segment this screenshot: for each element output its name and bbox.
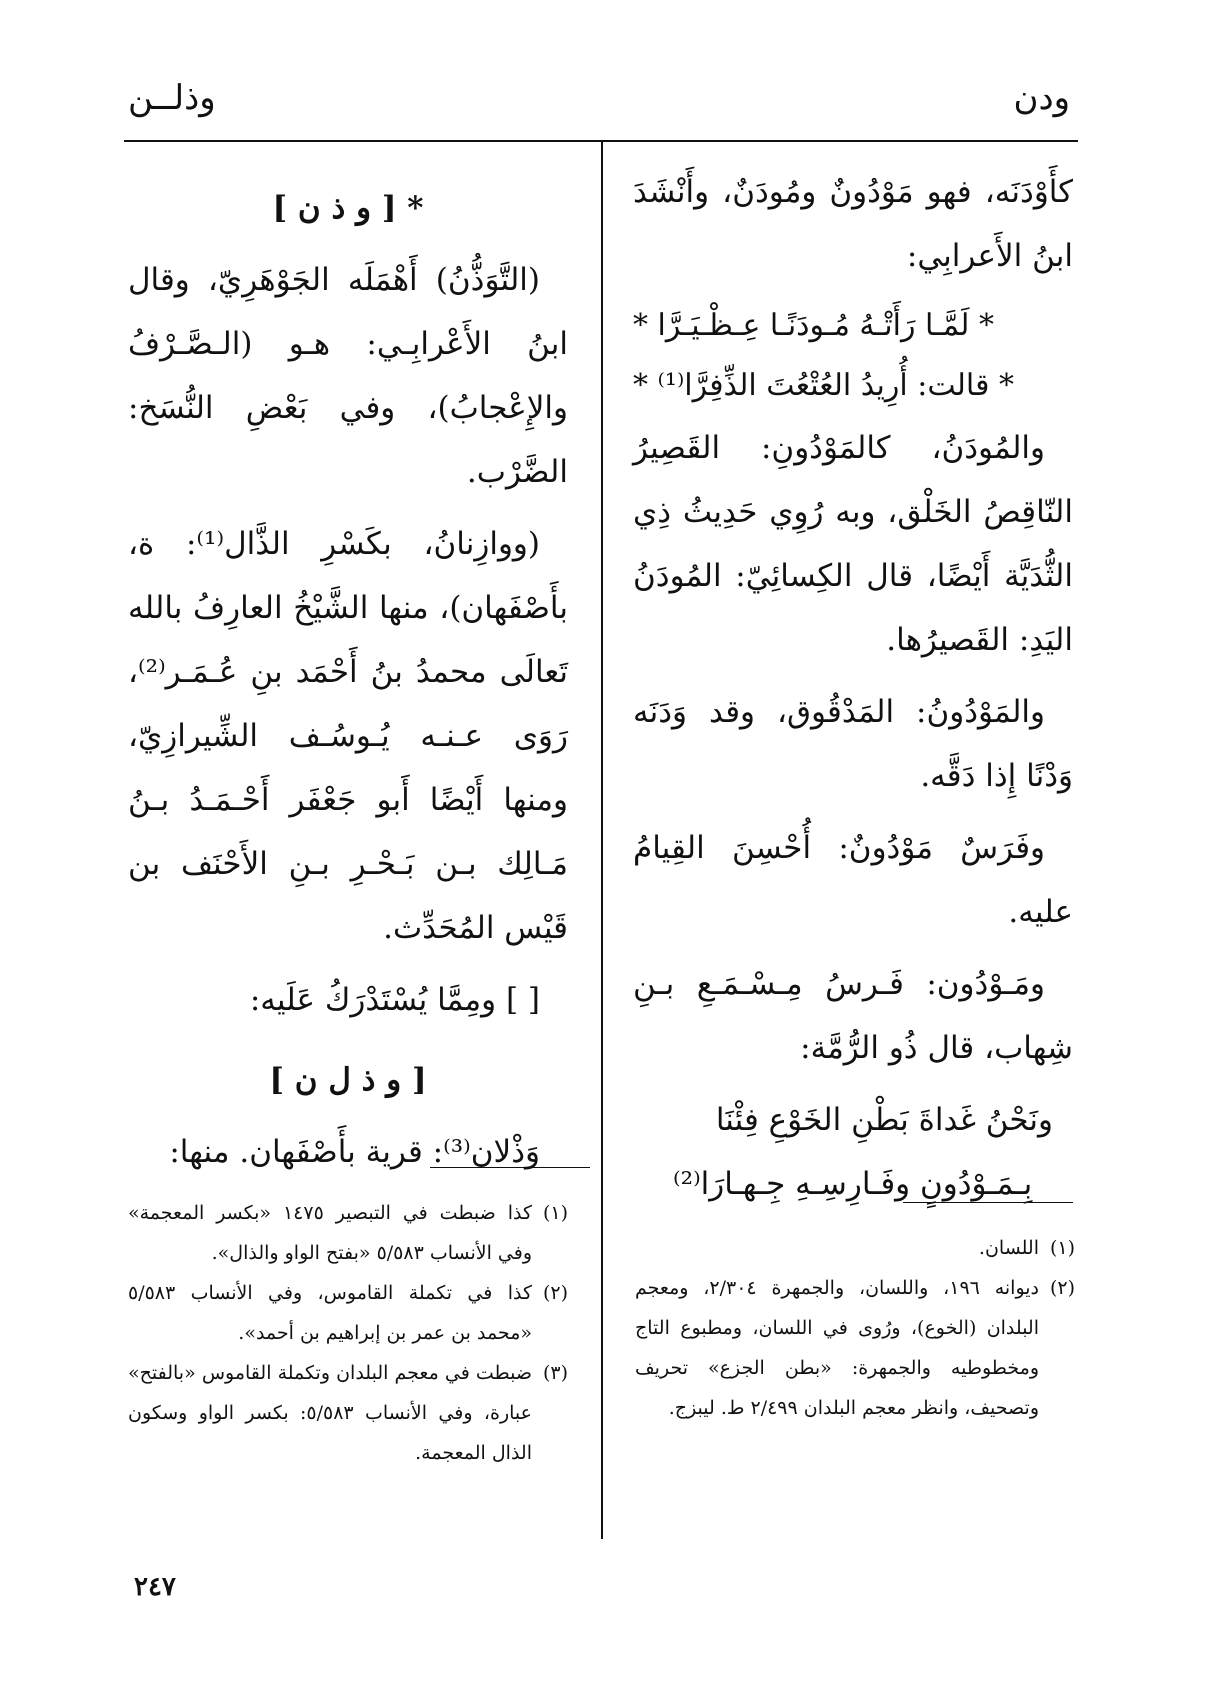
footnote-text: اللسان. (978, 1237, 1039, 1259)
right-para-3: والمَوْدُونُ: المَدْقُوق، وقد وَدَنَه وَدْنًا إِذا دَقَّه. (633, 694, 1073, 794)
column-divider (601, 142, 603, 1539)
footnote-item (128, 1193, 568, 1273)
right-para-4: وفَرَسٌ مَوْدُونٌ: أُحْسِنَ القِيامُ عليه. (633, 830, 1073, 930)
footnote-number: (١) (1049, 1237, 1075, 1259)
footnote-text: ضبطت في معجم البلدان وتكملة القاموس «بالفتح» عبارة، وفي الأنساب ٥/٥٨٣: بكسر الواو وسكون الذال المعجمة. (128, 1362, 532, 1464)
entry-heading-wdhln: [ و ذ ل ن ] (269, 1062, 427, 1098)
left-para-4: وَذْلان⁽³⁾: قرية بأَصْفَهان. منها: (169, 1134, 540, 1170)
left-para-3: [ ] ومِمَّا يُسْتَدْرَكُ عَلَيه: (249, 982, 540, 1018)
poem-line-2: بِـمَـوْدُونٍ وفَـارِسِـهِ جِـهـارَا⁽²⁾ (673, 1166, 1033, 1202)
footnote-rule-left (430, 1167, 590, 1168)
footnote-item (128, 1273, 568, 1353)
footnote-number: (٢) (542, 1282, 568, 1304)
footnote-item (128, 1353, 568, 1473)
footnote-number: (٢) (1049, 1277, 1075, 1299)
left-para-1: (التَّوَذُّنُ) أَهْمَلَه الجَوْهَرِيّ، وقال ابنُ الأَعْرابِـي: هـو (الـصَّـرْفُ والإِعْجابُ)، وفي بَعْضِ النُّسَخ: الضَّرْب. (128, 262, 568, 490)
poem-line-1: ونَحْنُ غَداةَ بَطْنِ الخَوْعِ فِئْنَا (715, 1102, 1053, 1138)
footnote-text: كذا ضبطت في التبصير ١٤٧٥ «بكسر المعجمة» وفي الأنساب ٥/٥٨٣ «بفتح الواو والذال». (128, 1202, 532, 1264)
footnote-number: (١) (542, 1202, 568, 1224)
footnote-text: كذا في تكملة القاموس، وفي الأنساب ٥/٥٨٣ «محمد بن عمر بن إبراهيم بن أحمد». (128, 1282, 532, 1344)
left-column (128, 160, 568, 1192)
footnote-item (635, 1268, 1075, 1428)
running-head-left: وذلــن (128, 78, 216, 118)
right-para-5: ومَـوْدُون: فَـرسُ مِـسْـمَـعِ بـنِ شِهاب، قال ذُو الرُّمَّة: (633, 966, 1073, 1066)
entry-heading-wdhn: * [ و ذ ن ] (272, 190, 424, 226)
footnotes-right (635, 1228, 1075, 1428)
right-para-1: كأَوْدَنَه، فهو مَوْدُونٌ ومُودَنٌ، وأَنْشَدَ ابنُ الأَعرابِي: (633, 174, 1073, 274)
footnote-rule-right (903, 1202, 1073, 1203)
footnotes-left (128, 1193, 568, 1473)
verse-line-1: * لَمَّـا رَأَتْـهُ مُـودَنًـا عِـظْـيَـرَّا * (633, 308, 994, 343)
right-para-2: والمُودَنُ، كالمَوْدُونِ: القَصِيرُ النّاقِصُ الخَلْق، وبه رُوِي حَدِيثُ ذِي الثُّدَيَّة أَيْضًا، قال الكِسائِيّ: المُودَنُ اليَدِ: القَصيرُها. (633, 430, 1073, 658)
footnote-item (635, 1228, 1075, 1268)
left-para-2: (ووازِنانُ، بكَسْرِ الذَّال⁽¹⁾: ة، بأَصْفَهان)، منها الشَّيْخُ العارِفُ بالله تَعالَى محمدُ بنُ أَحْمَد بنِ عُـمَـر⁽²⁾، رَوَى عـنـه يُـوسُـف الشِّيرازِيّ، ومنها أَيْضًا أَبو جَعْفَر أَحْـمَـدُ بـنُ مَـالِك بـن بَـحْـرِ بـنِ الأَحْنَف بن قَيْس المُحَدِّث. (128, 526, 568, 946)
running-head-right: ودن (1013, 78, 1070, 118)
verse-line-2: * قالت: أُرِيدُ العُتْعُتَ الذِّفِرَّا⁽¹⁾ * (633, 368, 1014, 403)
page-number: ٢٤٧ (134, 1572, 176, 1602)
footnote-text: ديوانه ١٩٦، واللسان، والجمهرة ٢/٣٠٤، ومعجم البلدان (الخوع)، ورُوى في اللسان، ومطبوع التاج ومخطوطيه والجمهرة: «بطن الجزع» تحريف وتصحيف، وانظر معجم البلدان ٢/٤٩٩ ط. ليبزج. (635, 1277, 1040, 1419)
footnote-number: (٣) (542, 1362, 568, 1384)
right-column (633, 160, 1073, 1216)
